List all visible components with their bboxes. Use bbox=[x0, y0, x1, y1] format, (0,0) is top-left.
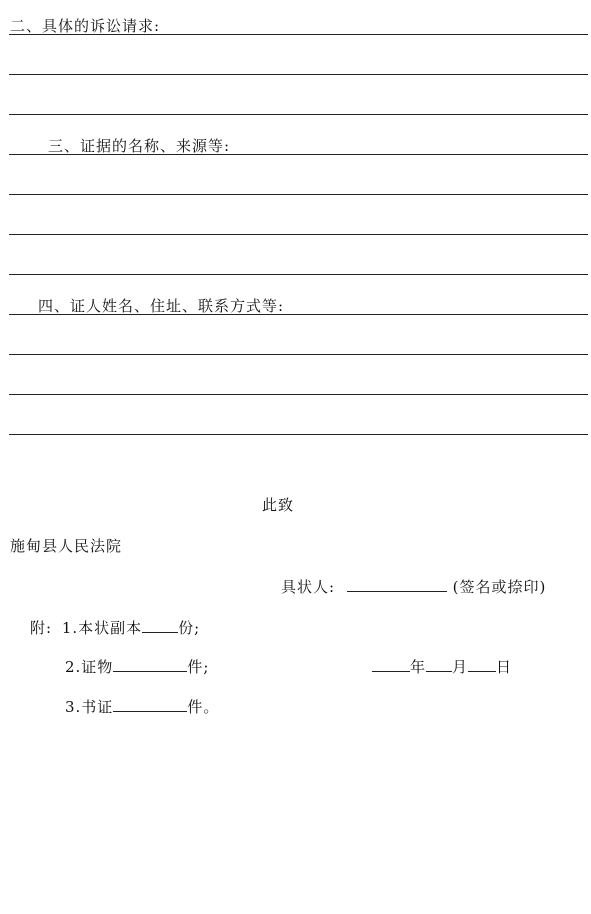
evidence-line-1[interactable] bbox=[9, 154, 588, 155]
witness-line-3[interactable] bbox=[9, 394, 588, 395]
petitioner-label: 具状人: bbox=[281, 578, 336, 596]
attachment-item-3 bbox=[65, 696, 219, 716]
attachment-item-2 bbox=[65, 656, 209, 676]
petitioner-signature-blank[interactable] bbox=[347, 576, 447, 592]
signature-note: (签名或捺印) bbox=[452, 578, 547, 596]
attachment-item-3-suffix: 件。 bbox=[187, 698, 220, 716]
claims-line-1[interactable] bbox=[9, 34, 588, 35]
month-blank[interactable] bbox=[426, 656, 452, 672]
documents-count-blank[interactable] bbox=[113, 696, 187, 712]
date-row bbox=[372, 656, 512, 676]
evidence-heading: 三、证据的名称、来源等: bbox=[48, 137, 231, 155]
attachments-label: 附: bbox=[30, 619, 53, 637]
attachment-item-1 bbox=[30, 617, 200, 637]
claims-line-2[interactable] bbox=[9, 74, 588, 75]
year-blank[interactable] bbox=[372, 656, 410, 672]
evidence-line-3[interactable] bbox=[9, 234, 588, 235]
witness-line-4[interactable] bbox=[9, 434, 588, 435]
evidence-line-2[interactable] bbox=[9, 194, 588, 195]
witness-line-2[interactable] bbox=[9, 354, 588, 355]
evidence-line-4[interactable] bbox=[9, 274, 588, 275]
claims-line-3[interactable] bbox=[9, 114, 588, 115]
attachment-item-1-prefix: 1.本状副本 bbox=[61, 619, 143, 637]
copies-count-blank[interactable] bbox=[142, 617, 178, 633]
exhibits-count-blank[interactable] bbox=[113, 656, 187, 672]
witness-heading: 四、证人姓名、住址、联系方式等: bbox=[38, 297, 285, 315]
petitioner-row bbox=[281, 576, 546, 596]
attachment-item-2-prefix: 2.证物 bbox=[65, 658, 114, 676]
court-name: 施甸县人民法院 bbox=[10, 537, 123, 555]
claims-heading: 二、具体的诉讼请求: bbox=[10, 17, 161, 35]
attachment-item-1-suffix: 份; bbox=[178, 619, 201, 637]
attachment-item-3-prefix: 3.书证 bbox=[65, 698, 114, 716]
date-month-label: 月 bbox=[452, 658, 469, 676]
date-day-label: 日 bbox=[496, 658, 513, 676]
witness-line-1[interactable] bbox=[9, 314, 588, 315]
attachment-item-2-suffix: 件; bbox=[187, 658, 210, 676]
date-year-label: 年 bbox=[410, 658, 427, 676]
salutation: 此致 bbox=[262, 496, 295, 514]
day-blank[interactable] bbox=[468, 656, 496, 672]
